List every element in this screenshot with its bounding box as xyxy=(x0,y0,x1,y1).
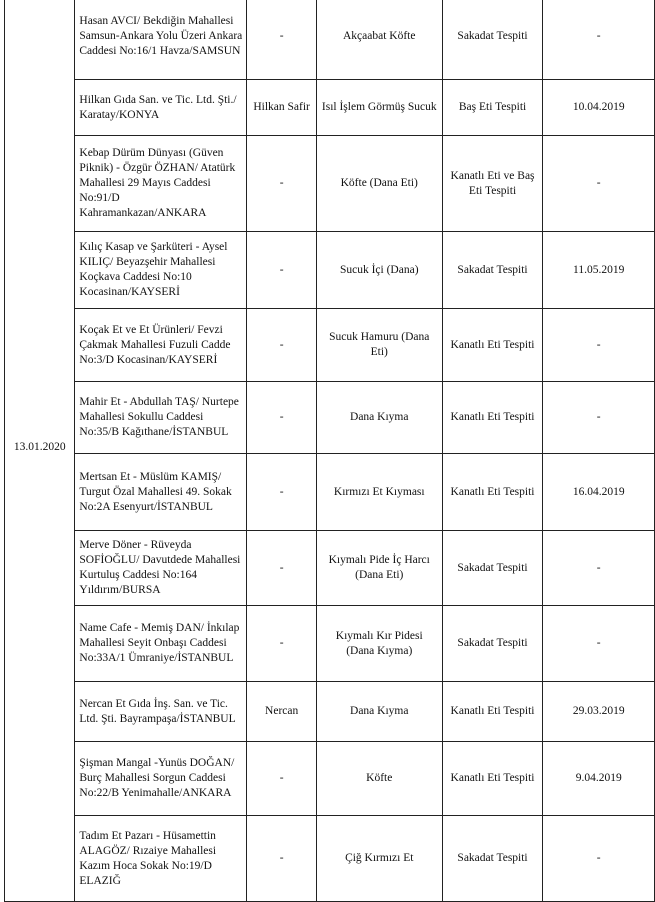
table-row xyxy=(5,80,655,136)
finding-cell: Sakadat Tespiti xyxy=(442,816,543,902)
table-row xyxy=(5,742,655,816)
product-cell: Dana Kıyma xyxy=(316,682,442,742)
result-date-cell: - xyxy=(543,309,655,382)
table-row xyxy=(5,606,655,682)
brand-cell: - xyxy=(247,232,316,309)
address-cell: Kebap Dürüm Dünyası (Güven Piknik) - Özgür ÖZHAN/ Atatürk Mahallesi 29 Mayıs Caddesi No:91/D Kahramankazan/ANKARA xyxy=(75,136,247,232)
result-date-cell: - xyxy=(543,531,655,606)
brand-cell: - xyxy=(247,816,316,902)
finding-cell: Kanatlı Eti ve Baş Eti Tespiti xyxy=(442,136,543,232)
table-row xyxy=(5,232,655,309)
brand-cell: - xyxy=(247,606,316,682)
table-row xyxy=(5,0,655,80)
product-cell: Sucuk Hamuru (Dana Eti) xyxy=(316,309,442,382)
result-date-cell: 9.04.2019 xyxy=(543,742,655,816)
result-date-cell: - xyxy=(543,0,655,80)
brand-cell: - xyxy=(247,136,316,232)
result-date-cell: - xyxy=(543,382,655,454)
finding-cell: Kanatlı Eti Tespiti xyxy=(442,454,543,531)
result-date-cell: - xyxy=(543,136,655,232)
violations-table xyxy=(4,0,655,902)
product-cell: Kıymalı Pide İç Harcı (Dana Eti) xyxy=(316,531,442,606)
result-date-cell: - xyxy=(543,816,655,902)
table-row xyxy=(5,531,655,606)
finding-cell: Kanatlı Eti Tespiti xyxy=(442,742,543,816)
finding-cell: Kanatlı Eti Tespiti xyxy=(442,309,543,382)
brand-cell: - xyxy=(247,382,316,454)
address-cell: Name Cafe - Memiş DAN/ İnkılap Mahallesi Seyit Onbaşı Caddesi No:33A/1 Ümraniye/İSTANBUL xyxy=(75,606,247,682)
address-cell: Şişman Mangal -Yunüs DOĞAN/ Burç Mahallesi Sorgun Caddesi No:22/B Yenimahalle/ANKARA xyxy=(75,742,247,816)
address-cell: Mertsan Et - Müslüm KAMIŞ/ Turgut Özal Mahallesi 49. Sokak No:2A Esenyurt/İSTANBUL xyxy=(75,454,247,531)
product-cell: Köfte xyxy=(316,742,442,816)
brand-cell: - xyxy=(247,0,316,80)
result-date-cell: 10.04.2019 xyxy=(543,80,655,136)
result-date-cell: 16.04.2019 xyxy=(543,454,655,531)
table-row xyxy=(5,309,655,382)
product-cell: Kıymalı Kır Pidesi (Dana Kıyma) xyxy=(316,606,442,682)
table-row xyxy=(5,454,655,531)
brand-cell: Nercan xyxy=(247,682,316,742)
product-cell: Sucuk İçi (Dana) xyxy=(316,232,442,309)
product-cell: Dana Kıyma xyxy=(316,382,442,454)
product-cell: Köfte (Dana Eti) xyxy=(316,136,442,232)
date-cell: 13.01.2020 xyxy=(5,0,75,902)
product-cell: Kırmızı Et Kıyması xyxy=(316,454,442,531)
address-cell: Koçak Et ve Et Ürünleri/ Fevzi Çakmak Mahallesi Fuzuli Cadde No:3/D Kocasinan/KAYSERİ xyxy=(75,309,247,382)
address-cell: Nercan Et Gıda İnş. San. ve Tic. Ltd. Şti. Bayrampaşa/İSTANBUL xyxy=(75,682,247,742)
table-row xyxy=(5,682,655,742)
product-cell: Çiğ Kırmızı Et xyxy=(316,816,442,902)
result-date-cell: 29.03.2019 xyxy=(543,682,655,742)
brand-cell: - xyxy=(247,531,316,606)
address-cell: Mahir Et - Abdullah TAŞ/ Nurtepe Mahallesi Sokullu Caddesi No:35/B Kağıthane/İSTANBUL xyxy=(75,382,247,454)
brand-cell: - xyxy=(247,454,316,531)
address-cell: Tadım Et Pazarı - Hüsamettin ALAGÖZ/ Rızaiye Mahallesi Kazım Hoca Sokak No:19/D ELAZIĞ xyxy=(75,816,247,902)
product-cell: Akçaabat Köfte xyxy=(316,0,442,80)
brand-cell: - xyxy=(247,309,316,382)
table-row xyxy=(5,816,655,902)
address-cell: Hasan AVCI/ Bekdiğin Mahallesi Samsun-Ankara Yolu Üzeri Ankara Caddesi No:16/1 Havza/SAMSUN xyxy=(75,0,247,80)
product-cell: Isıl İşlem Görmüş Sucuk xyxy=(316,80,442,136)
finding-cell: Kanatlı Eti Tespiti xyxy=(442,382,543,454)
brand-cell: - xyxy=(247,742,316,816)
address-cell: Merve Döner - Rüveyda SOFİOĞLU/ Davutdede Mahallesi Kurtuluş Caddesi No:164 Yıldırım/BURSA xyxy=(75,531,247,606)
finding-cell: Baş Eti Tespiti xyxy=(442,80,543,136)
address-cell: Kılıç Kasap ve Şarküteri - Aysel KILIÇ/ Beyazşehir Mahallesi Koçkava Caddesi No:10 Kocasinan/KAYSERİ xyxy=(75,232,247,309)
finding-cell: Sakadat Tespiti xyxy=(442,606,543,682)
finding-cell: Kanatlı Eti Tespiti xyxy=(442,682,543,742)
result-date-cell: - xyxy=(543,606,655,682)
table-row xyxy=(5,382,655,454)
brand-cell: Hilkan Safir xyxy=(247,80,316,136)
address-cell: Hilkan Gıda San. ve Tic. Ltd. Şti./ Karatay/KONYA xyxy=(75,80,247,136)
table-row xyxy=(5,136,655,232)
finding-cell: Sakadat Tespiti xyxy=(442,0,543,80)
finding-cell: Sakadat Tespiti xyxy=(442,531,543,606)
result-date-cell: 11.05.2019 xyxy=(543,232,655,309)
finding-cell: Sakadat Tespiti xyxy=(442,232,543,309)
